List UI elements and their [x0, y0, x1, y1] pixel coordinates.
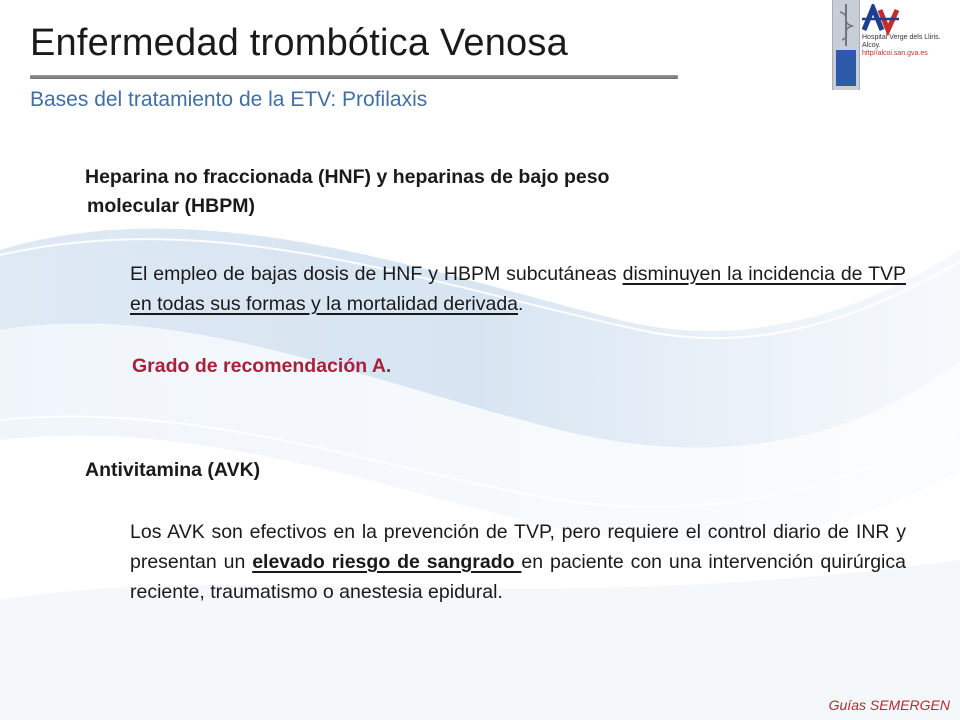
para1-text: El empleo de bajas dosis de HNF y HBPM subcutáneas	[130, 263, 623, 285]
footer-source: Guías SEMERGEN	[828, 697, 950, 713]
section-heading-heparins	[85, 163, 906, 221]
heading-line-1: Heparina no fraccionada (HNF) y heparinas de bajo peso	[85, 166, 610, 188]
logo-blue-band	[836, 50, 856, 86]
hospital-logo	[832, 0, 956, 92]
logo-strip	[832, 0, 860, 90]
caduceus-icon	[833, 0, 859, 50]
para2-end: en paciente con una intervención quirúrgica reciente, traumatismo o anestesia epidural.	[130, 551, 906, 603]
recommendation-grade: Grado de recomendación A.	[132, 355, 392, 377]
slide-title: Enfermedad trombótica Venosa	[30, 22, 568, 64]
para2-underlined-text: elevado riesgo de sangrado	[252, 551, 522, 573]
paragraph-avk	[130, 517, 906, 607]
para1-end: .	[518, 293, 524, 315]
hospital-url[interactable]: http//alcoi.san.gva.es	[862, 50, 928, 57]
slide-subtitle: Bases del tratamiento de la ETV: Profilaxis	[30, 88, 428, 111]
hospital-caption	[862, 34, 957, 58]
para1-underlined-text: disminuyen la incidencia de TVP en todas sus formas y la mortalidad derivada	[130, 263, 906, 315]
section-heading-avk: Antivitamina (AVK)	[85, 459, 261, 481]
title-underline	[30, 75, 678, 79]
hospital-name: Hospital Verge dels Lliris.	[862, 34, 941, 41]
heading-line-2: molecular (HBPM)	[87, 195, 255, 217]
paragraph-heparins	[130, 259, 906, 319]
para2-text: Los AVK son efectivos en la prevención de TVP, pero requiere el control diario de INR y presentan un	[130, 521, 906, 573]
hospital-city: Alcoy.	[862, 42, 881, 49]
av-logo-icon	[861, 4, 901, 36]
